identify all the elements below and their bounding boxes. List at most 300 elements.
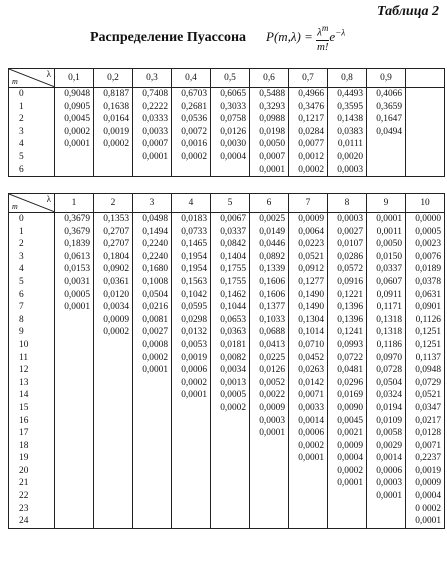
m-value: 1 — [19, 226, 24, 237]
probability-cell: 0,0613 — [64, 251, 90, 262]
probability-cell: 0,0970 — [376, 352, 402, 363]
probability-cell: 0,0014 — [376, 453, 402, 464]
probability-cell: 0,0225 — [259, 352, 285, 363]
probability-cell: 0,0002 — [298, 440, 324, 451]
probability-cell: 0,1186 — [376, 339, 402, 350]
probability-cell: 0,0521 — [415, 390, 441, 401]
lambda-header: 0,7 — [289, 69, 328, 88]
probability-cell — [94, 389, 132, 402]
probability-cell: 0,1221 — [337, 289, 363, 300]
probability-cell — [133, 164, 171, 177]
probability-cell: 0,1339 — [259, 264, 285, 275]
lambda-header: 0,1 — [55, 69, 94, 88]
lambda-column — [211, 88, 250, 177]
m-value: 17 — [19, 428, 29, 439]
probability-cell: 0,0572 — [337, 264, 363, 275]
probability-cell — [133, 465, 171, 478]
probability-cell: 0,0002 — [103, 327, 129, 338]
probability-cell: 0,0000 — [415, 214, 441, 224]
probability-cell — [250, 515, 288, 528]
probability-cell — [55, 427, 93, 440]
m-value: 6 — [19, 289, 24, 300]
probability-cell: 0,0007 — [259, 151, 285, 162]
probability-cell — [367, 515, 405, 528]
probability-cell: 0,1396 — [337, 302, 363, 313]
probability-cell — [250, 503, 288, 516]
probability-cell: 0,0027 — [142, 327, 168, 338]
m-value: 5 — [19, 151, 24, 162]
lambda-column — [328, 88, 367, 177]
page-title: Распределение Пуассона — [90, 30, 247, 45]
probability-cell — [55, 352, 93, 365]
probability-cell: 0,0361 — [103, 276, 129, 287]
probability-cell: 0,1377 — [259, 302, 285, 313]
probability-cell — [55, 314, 93, 327]
probability-cell: 0,1044 — [220, 302, 246, 313]
probability-cell: 0,1277 — [298, 276, 324, 287]
probability-cell: 0,2240 — [142, 251, 168, 262]
probability-cell: 0,0722 — [337, 352, 363, 363]
probability-cell: 0,0002 — [64, 126, 90, 137]
probability-cell: 0,8187 — [103, 89, 129, 99]
lambda-column — [367, 88, 406, 177]
lambda-column — [250, 213, 289, 529]
probability-cell: 0,0009 — [415, 478, 441, 489]
lambda-header: 0,4 — [172, 69, 211, 88]
probability-cell: 0,0363 — [220, 327, 246, 338]
corner-m-label: m — [12, 202, 18, 211]
probability-cell: 0,0002 — [181, 151, 207, 162]
probability-cell: 0,1353 — [103, 214, 129, 224]
probability-cell — [250, 440, 288, 453]
probability-cell: 0,0003 — [259, 415, 285, 426]
probability-cell: 0,3679 — [64, 214, 90, 224]
lambda-column — [211, 213, 250, 529]
m-value: 19 — [19, 453, 29, 464]
probability-cell: 0,0413 — [259, 339, 285, 350]
m-column — [9, 213, 55, 529]
probability-cell — [250, 452, 288, 465]
probability-cell: 0,0004 — [337, 453, 363, 464]
m-value: 6 — [19, 164, 24, 175]
probability-cell — [55, 415, 93, 428]
probability-cell: 0,0005 — [415, 226, 441, 237]
probability-cell — [328, 515, 366, 528]
probability-cell: 0,0733 — [181, 226, 207, 237]
probability-cell: 0,0126 — [259, 365, 285, 376]
probability-cell — [94, 151, 132, 164]
probability-cell — [328, 490, 366, 503]
probability-cell: 0,0126 — [220, 126, 246, 137]
probability-cell: 0,0013 — [220, 377, 246, 388]
probability-cell: 0,0009 — [103, 314, 129, 325]
m-value: 0 — [19, 89, 24, 99]
probability-cell: 0,1217 — [298, 114, 324, 125]
lambda-header: 10 — [406, 194, 445, 213]
probability-cell — [367, 151, 405, 164]
corner-cell — [9, 69, 55, 88]
probability-cell — [55, 151, 93, 164]
probability-cell: 0,0027 — [337, 226, 363, 237]
probability-cell: 0,0002 — [142, 352, 168, 363]
probability-cell: 0,0006 — [181, 365, 207, 376]
probability-cell — [94, 164, 132, 177]
probability-cell: 0,0653 — [220, 314, 246, 325]
probability-cell: 0,1606 — [259, 289, 285, 300]
lambda-column — [289, 88, 328, 177]
probability-cell — [406, 88, 444, 101]
probability-cell: 0,0014 — [298, 415, 324, 426]
m-value: 3 — [19, 126, 24, 137]
probability-cell: 0,0150 — [376, 251, 402, 262]
lambda-header: 8 — [328, 194, 367, 213]
probability-cell: 0,0001 — [142, 151, 168, 162]
probability-cell — [250, 465, 288, 478]
probability-cell: 0,0120 — [103, 289, 129, 300]
probability-cell: 0,0002 — [181, 377, 207, 388]
probability-cell — [94, 415, 132, 428]
probability-cell: 0,1680 — [142, 264, 168, 275]
corner-lambda-label: λ — [46, 69, 51, 79]
probability-cell: 0,1033 — [259, 314, 285, 325]
probability-cell: 0,1304 — [298, 314, 324, 325]
probability-cell: 0,3033 — [220, 101, 246, 112]
probability-cell: 0,0504 — [142, 289, 168, 300]
probability-cell — [367, 503, 405, 516]
probability-cell: 0,0025 — [259, 214, 285, 224]
probability-cell: 0,9048 — [64, 89, 90, 99]
probability-cell: 0,1490 — [298, 289, 324, 300]
probability-cell: 0,6065 — [220, 89, 246, 99]
formula-exp-base: e — [329, 28, 336, 44]
probability-cell: 0,0189 — [415, 264, 441, 275]
probability-cell: 0,0005 — [220, 390, 246, 401]
probability-cell: 0,0198 — [259, 126, 285, 137]
probability-cell: 0,0729 — [415, 377, 441, 388]
probability-cell: 0,0019 — [415, 465, 441, 476]
probability-cell: 0,1126 — [415, 314, 441, 325]
probability-cell: 0,0001 — [298, 453, 324, 464]
probability-cell: 0,0053 — [181, 339, 207, 350]
probability-cell: 0,0902 — [103, 264, 129, 275]
probability-cell — [172, 452, 210, 465]
probability-cell: 0,0090 — [337, 402, 363, 413]
probability-cell — [172, 402, 210, 415]
probability-cell — [133, 377, 171, 390]
probability-cell — [211, 427, 249, 440]
lambda-column — [328, 213, 367, 529]
lambda-header: 0,9 — [367, 69, 406, 88]
probability-cell: 0,0071 — [415, 440, 441, 451]
lambda-header: 0,6 — [250, 69, 289, 88]
probability-cell — [94, 364, 132, 377]
m-column — [9, 88, 55, 177]
probability-cell — [172, 465, 210, 478]
probability-cell: 0,1755 — [220, 276, 246, 287]
poisson-formula — [266, 22, 345, 54]
probability-cell: 0,0631 — [415, 289, 441, 300]
formula-lambda: λ — [317, 26, 322, 39]
probability-cell: 0,0022 — [259, 390, 285, 401]
probability-cell: 0,0006 — [298, 428, 324, 439]
probability-cell: 0,1042 — [181, 289, 207, 300]
probability-cell: 0,0892 — [259, 251, 285, 262]
probability-cell: 0,0004 — [220, 151, 246, 162]
probability-cell: 0,0002 — [103, 139, 129, 150]
probability-cell: 0,1954 — [181, 251, 207, 262]
lambda-column — [133, 88, 172, 177]
probability-cell: 0,0948 — [415, 365, 441, 376]
probability-cell: 0,0077 — [298, 139, 324, 150]
lambda-column — [133, 213, 172, 529]
probability-cell: 0,0033 — [298, 402, 324, 413]
probability-cell — [94, 452, 132, 465]
table-header-row — [9, 69, 445, 88]
probability-cell: 0,0128 — [415, 428, 441, 439]
formula-fraction — [316, 22, 329, 54]
probability-cell: 0,0842 — [220, 239, 246, 250]
probability-cell: 0,0223 — [298, 239, 324, 250]
probability-cell — [406, 151, 444, 164]
probability-cell: 0,0132 — [181, 327, 207, 338]
probability-cell: 0,0993 — [337, 339, 363, 350]
probability-cell: 0,0003 — [337, 164, 363, 175]
probability-cell — [94, 352, 132, 365]
probability-cell: 0,0296 — [337, 377, 363, 388]
probability-cell — [133, 477, 171, 490]
formula-exp-power: −λ — [335, 27, 346, 38]
probability-cell: 0,1438 — [337, 114, 363, 125]
probability-cell: 0,3595 — [337, 101, 363, 112]
probability-cell: 0,0142 — [298, 377, 324, 388]
probability-cell: 0,0001 — [415, 516, 441, 527]
probability-cell — [133, 415, 171, 428]
lambda-column — [94, 213, 133, 529]
lambda-column — [94, 88, 133, 177]
m-value: 1 — [19, 101, 24, 112]
probability-cell: 0,0916 — [337, 276, 363, 287]
m-value: 24 — [19, 516, 29, 527]
probability-cell — [172, 490, 210, 503]
probability-cell: 0,1755 — [220, 264, 246, 275]
probability-cell: 0,0378 — [415, 276, 441, 287]
probability-cell — [94, 465, 132, 478]
probability-cell — [55, 402, 93, 415]
m-value: 16 — [19, 415, 29, 426]
probability-cell: 0,0001 — [142, 365, 168, 376]
probability-cell: 0,2237 — [415, 453, 441, 464]
probability-cell: 0,0337 — [376, 264, 402, 275]
probability-cell: 0,0045 — [64, 114, 90, 125]
probability-cell — [133, 389, 171, 402]
probability-cell: 0,1647 — [376, 114, 402, 125]
table-body-row — [9, 213, 445, 529]
probability-cell: 0,0728 — [376, 365, 402, 376]
probability-cell: 0,0002 — [337, 465, 363, 476]
probability-cell: 0,0001 — [376, 214, 402, 224]
probability-cell: 0,0023 — [415, 239, 441, 250]
probability-cell: 0,0595 — [181, 302, 207, 313]
m-value: 11 — [19, 352, 29, 363]
probability-cell: 0,2222 — [142, 101, 168, 112]
probability-cell — [94, 377, 132, 390]
probability-cell: 0,0050 — [259, 139, 285, 150]
probability-cell: 0,2707 — [103, 226, 129, 237]
probability-cell: 0,0002 — [220, 402, 246, 413]
probability-cell — [328, 503, 366, 516]
probability-cell: 0,0081 — [142, 314, 168, 325]
probability-cell — [94, 515, 132, 528]
probability-cell: 0,0911 — [376, 289, 402, 300]
m-value: 20 — [19, 465, 29, 476]
probability-cell — [406, 138, 444, 151]
probability-cell: 0,0064 — [298, 226, 324, 237]
probability-cell: 0,0481 — [337, 365, 363, 376]
probability-cell — [172, 427, 210, 440]
probability-cell: 0,1465 — [181, 239, 207, 250]
probability-cell: 0,1251 — [415, 327, 441, 338]
lambda-column — [367, 213, 406, 529]
probability-cell — [133, 515, 171, 528]
probability-cell: 0,0021 — [337, 428, 363, 439]
probability-cell: 0,1241 — [337, 327, 363, 338]
probability-cell: 0,0337 — [220, 226, 246, 237]
corner-cell — [9, 194, 55, 213]
probability-cell: 0,0005 — [64, 289, 90, 300]
m-value: 12 — [19, 365, 29, 376]
probability-cell — [94, 490, 132, 503]
formula-power: m — [321, 23, 329, 33]
probability-cell: 0,0001 — [259, 428, 285, 439]
probability-cell — [289, 515, 327, 528]
probability-cell — [133, 503, 171, 516]
probability-cell: 0,0347 — [415, 402, 441, 413]
lambda-column — [250, 88, 289, 177]
lambda-header: 5 — [211, 194, 250, 213]
probability-cell — [172, 477, 210, 490]
probability-cell — [55, 440, 93, 453]
m-value: 0 — [19, 214, 24, 224]
probability-cell: 0,0012 — [298, 151, 324, 162]
probability-cell: 0,0905 — [64, 101, 90, 112]
probability-cell: 0,2240 — [142, 239, 168, 250]
lambda-column — [172, 88, 211, 177]
m-value: 9 — [19, 327, 24, 338]
probability-cell: 0,0109 — [376, 415, 402, 426]
probability-cell — [55, 490, 93, 503]
lambda-column — [55, 88, 94, 177]
m-value: 7 — [19, 302, 24, 313]
table-header-row — [9, 194, 445, 213]
probability-cell: 0,0008 — [142, 339, 168, 350]
probability-cell — [367, 164, 405, 177]
probability-cell: 0,4966 — [298, 89, 324, 99]
m-value: 21 — [19, 478, 29, 489]
probability-cell — [55, 377, 93, 390]
probability-cell — [94, 402, 132, 415]
lambda-header: 0,5 — [211, 69, 250, 88]
probability-cell — [94, 440, 132, 453]
probability-cell — [211, 164, 249, 177]
probability-cell — [55, 389, 93, 402]
probability-cell: 0,0001 — [337, 478, 363, 489]
probability-cell: 0,0009 — [337, 440, 363, 451]
m-value: 8 — [19, 314, 24, 325]
probability-cell: 0,0286 — [337, 251, 363, 262]
probability-cell: 0,0298 — [181, 314, 207, 325]
m-value: 10 — [19, 339, 29, 350]
probability-cell: 0,0019 — [181, 352, 207, 363]
probability-cell: 0,3659 — [376, 101, 402, 112]
probability-cell: 0,1954 — [181, 264, 207, 275]
probability-cell — [55, 452, 93, 465]
probability-cell — [211, 477, 249, 490]
probability-cell: 0,0216 — [142, 302, 168, 313]
probability-cell — [133, 402, 171, 415]
probability-cell — [55, 515, 93, 528]
m-value: 23 — [19, 503, 29, 514]
lambda-column — [55, 213, 94, 529]
probability-cell: 0,0067 — [220, 214, 246, 224]
probability-cell: 0,0758 — [220, 114, 246, 125]
m-value: 4 — [19, 139, 24, 150]
m-value: 3 — [19, 251, 24, 262]
probability-cell: 0,4066 — [376, 89, 402, 99]
probability-cell — [172, 415, 210, 428]
probability-cell: 0,1404 — [220, 251, 246, 262]
poisson-table-integer-lambda — [8, 193, 445, 529]
probability-cell: 0,0001 — [181, 390, 207, 401]
m-value: 14 — [19, 390, 29, 401]
probability-cell: 0,0033 — [142, 126, 168, 137]
probability-cell: 0,0009 — [259, 402, 285, 413]
probability-cell — [172, 164, 210, 177]
probability-cell — [289, 503, 327, 516]
m-value: 13 — [19, 377, 29, 388]
probability-cell: 0,0181 — [220, 339, 246, 350]
probability-cell: 0,0324 — [376, 390, 402, 401]
probability-cell — [211, 490, 249, 503]
probability-cell: 0,0004 — [415, 491, 441, 502]
probability-cell — [406, 101, 444, 114]
probability-cell: 0,0071 — [298, 390, 324, 401]
probability-cell — [211, 440, 249, 453]
probability-cell — [94, 427, 132, 440]
lambda-column — [289, 213, 328, 529]
probability-cell — [172, 515, 210, 528]
probability-cell: 0,3293 — [259, 101, 285, 112]
probability-cell: 0,0107 — [337, 239, 363, 250]
lambda-header: 9 — [367, 194, 406, 213]
probability-cell — [55, 339, 93, 352]
probability-cell — [55, 477, 93, 490]
probability-cell: 0,0034 — [103, 302, 129, 313]
m-value: 2 — [19, 239, 24, 250]
probability-cell: 0,1318 — [376, 327, 402, 338]
probability-cell: 0,0011 — [376, 226, 402, 237]
probability-cell: 0,1494 — [142, 226, 168, 237]
probability-cell: 0,0045 — [337, 415, 363, 426]
probability-cell: 0,5488 — [259, 89, 285, 99]
probability-cell — [406, 164, 444, 177]
probability-cell — [133, 440, 171, 453]
probability-cell: 0,0536 — [181, 114, 207, 125]
probability-cell — [172, 440, 210, 453]
probability-cell — [94, 339, 132, 352]
corner-lambda-label: λ — [46, 194, 51, 204]
probability-cell — [211, 415, 249, 428]
probability-cell: 0,0030 — [220, 139, 246, 150]
